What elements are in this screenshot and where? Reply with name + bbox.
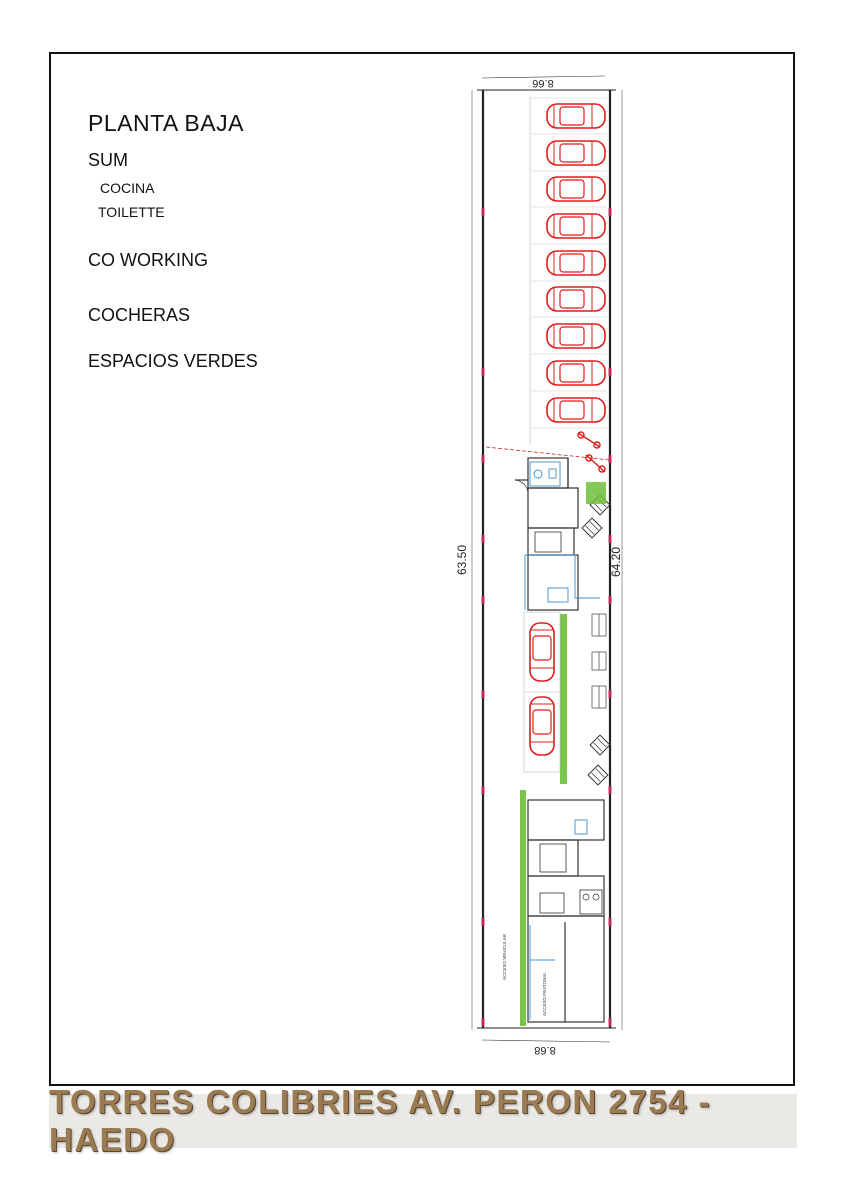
legend xyxy=(88,110,258,371)
car-icon xyxy=(547,141,605,165)
car-icon xyxy=(547,287,605,311)
motorcycle-icon xyxy=(578,432,605,472)
car-icon xyxy=(530,623,554,681)
legend-item-sum: SUM xyxy=(88,150,128,170)
table-icon xyxy=(590,735,610,755)
building-block-upper xyxy=(515,458,578,610)
dimension-bottom: 8.68 xyxy=(534,1044,556,1056)
car-icon xyxy=(547,324,605,348)
parking-area-middle xyxy=(524,612,560,772)
parking-area-top xyxy=(530,95,607,472)
seating-icon xyxy=(592,614,606,708)
project-title: TORRES COLIBRIES AV. PERON 2754 - HAEDO xyxy=(49,1083,711,1158)
title-banner xyxy=(49,1083,797,1158)
dimension-top: 8.66 xyxy=(532,77,554,89)
legend-item-cocheras: COCHERAS xyxy=(88,305,191,325)
floor-plan xyxy=(440,60,640,1070)
wall-marks xyxy=(483,208,610,1026)
dimension-right: 64.20 xyxy=(609,546,623,578)
green-space xyxy=(520,482,606,1026)
legend-item-toilette: TOILETTE xyxy=(98,204,165,220)
car-icon xyxy=(547,251,605,275)
car-icon xyxy=(530,697,554,755)
legend-title: PLANTA BAJA xyxy=(88,110,244,136)
car-icon xyxy=(547,361,605,385)
car-icon xyxy=(547,177,605,201)
vehicle-access-label: ACCESO VEHICULAR xyxy=(502,933,507,980)
dimension-left: 63.50 xyxy=(455,544,469,576)
car-icon xyxy=(547,104,605,128)
legend-item-cocina: COCINA xyxy=(100,180,155,196)
dimension-line-bottom xyxy=(482,1040,610,1042)
pedestrian-access-label: ACCESO PEATONAL xyxy=(542,972,547,1016)
table-icon xyxy=(582,518,602,538)
car-icon xyxy=(547,398,605,422)
building-block-lower xyxy=(528,800,604,1022)
legend-item-espacios-verdes: ESPACIOS VERDES xyxy=(88,351,258,371)
car-icon xyxy=(547,214,605,238)
legend-item-coworking: CO WORKING xyxy=(88,250,208,270)
table-icon xyxy=(588,765,608,785)
